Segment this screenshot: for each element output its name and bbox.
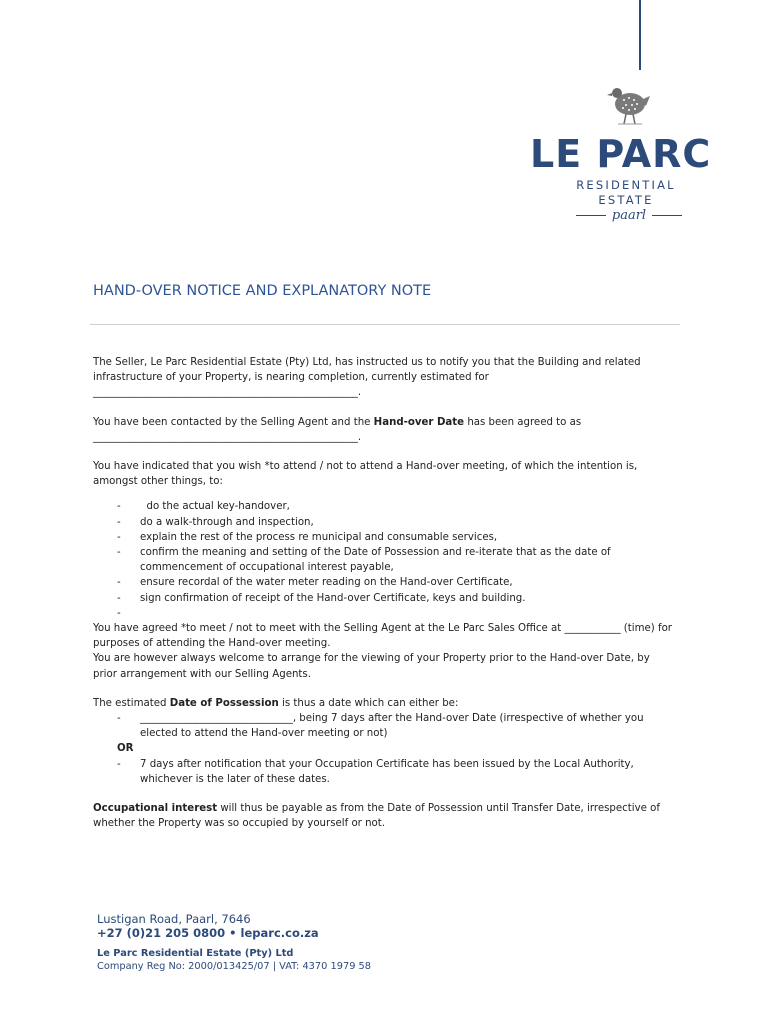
list-item: - [117, 607, 121, 619]
list-item: - ensure recordal of the water meter reading on the Hand-over Certificate, [117, 577, 513, 589]
possession-option-2: - 7 days after notification that your Occupation Certificate has been issued by the Local Authority, whichever is the later of these dates. [117, 758, 634, 785]
paragraph-meeting-intent: You have indicated that you wish *to attend / not to attend a Hand-over meeting, of which the intention is, amongst other things, to: [93, 461, 638, 488]
list-item-text: confirm the meaning and setting of the Date of Possession and re-iterate that as the date of commencement of occupational interest payable, [140, 547, 611, 574]
paragraph-notice-text: The Seller, Le Parc Residential Estate (Pty) Ltd, has instructed us to notify you that the Building and related infrastructure of your Property, is nearing completion, currently estimated for [93, 357, 641, 384]
paragraph-viewing: You are however always welcome to arrange for the viewing of your Property prior to the Hand-over Date, by prior arrangement with our Selling Agents. [93, 653, 650, 680]
logo-estate: ESTATE [598, 193, 654, 207]
logo-dash-left [576, 215, 606, 216]
list-item-text: explain the rest of the process re municipal and consumable services, [140, 531, 498, 543]
paragraph-handover-date [93, 415, 673, 445]
footer-company: Le Parc Residential Estate (Pty) Ltd [97, 948, 294, 959]
occupational-interest-label: Occupational interest [93, 803, 218, 815]
list-item-text: do a walk-through and inspection, [140, 516, 314, 528]
logo-dash-right [652, 215, 682, 216]
guinea-fowl-icon [604, 80, 654, 128]
footer-contact: +27 (0)21 205 0800 • leparc.co.za [97, 926, 319, 940]
possession-options-2 [93, 757, 673, 787]
paragraph-notice [93, 355, 673, 401]
paragraph-possession-tail: is thus a date which can either be: [278, 697, 459, 709]
title-divider [90, 324, 680, 325]
handover-date-blank: ____________________________________________________. [93, 431, 362, 443]
paragraph-possession-text: The estimated [93, 697, 170, 709]
footer-address: Lustigan Road, Paarl, 7646 [97, 912, 251, 926]
paragraph-handover-date-text: You have been contacted by the Selling Agent and the [93, 416, 374, 428]
list-item-text: ensure recordal of the water meter reading on the Hand-over Certificate, [140, 577, 513, 589]
document-body [93, 355, 673, 831]
logo-hanging-line [639, 0, 641, 70]
logo-paarl-word: paarl [611, 208, 647, 223]
list-item-text: do the actual key-handover, [140, 501, 290, 513]
paragraph-occupational-interest-text: will thus be payable as from the Date of Possession until Transfer Date, irrespective of whether the Property was so occupied by yourself or not. [93, 803, 660, 830]
logo-wordmark: LE PARC [530, 132, 712, 176]
or-label: OR [117, 743, 134, 755]
logo-residential: RESIDENTIAL [576, 178, 676, 192]
handover-date-label: Hand-over Date [373, 416, 465, 428]
list-item: - confirm the meaning and setting of the Date of Possession and re-iterate that as the date of commencement of occupational interest payable, [117, 547, 611, 574]
list-item: - do a walk-through and inspection, [117, 516, 314, 528]
footer-registration: Company Reg No: 2000/013425/07 | VAT: 4370 1979 58 [97, 961, 372, 972]
possession-options [93, 711, 673, 741]
list-item-text: sign confirmation of receipt of the Hand-over Certificate, keys and building. [140, 592, 526, 604]
date-of-possession-label: Date of Possession [169, 697, 279, 709]
logo-paarl [574, 208, 684, 223]
document-title: HAND-OVER NOTICE AND EXPLANATORY NOTE [93, 283, 432, 299]
paragraph-sales-office: You have agreed *to meet / not to meet with the Selling Agent at the Le Parc Sales Office at ___________ (time) for purposes of attending the Hand-over meeting. [93, 623, 672, 650]
list-item: - do the actual key-handover, [117, 501, 290, 513]
list-item: - explain the rest of the process re municipal and consumable services, [117, 531, 498, 543]
paragraph-occupational-interest [93, 801, 673, 831]
completion-date-blank: ____________________________________________________. [93, 387, 362, 399]
paragraph-possession [93, 696, 673, 711]
footer [97, 912, 371, 973]
paragraph-handover-date-tail: has been agreed to as [464, 416, 582, 428]
possession-option-1: - ______________________________, being 7 days after the Hand-over Date (irrespective of whether you elected to attend the Hand-over meeting or not) [117, 713, 644, 740]
list-item: - sign confirmation of receipt of the Hand-over Certificate, keys and building. [117, 592, 526, 604]
meeting-purpose-list [93, 499, 673, 621]
possession-option-2-text: 7 days after notification that your Occupation Certificate has been issued by the Local Authority, whichever is the later of these dates. [140, 758, 634, 785]
possession-option-1-text: ______________________________, being 7 days after the Hand-over Date (irrespective of whether you elected to attend the Hand-over meeting or not) [140, 713, 644, 740]
